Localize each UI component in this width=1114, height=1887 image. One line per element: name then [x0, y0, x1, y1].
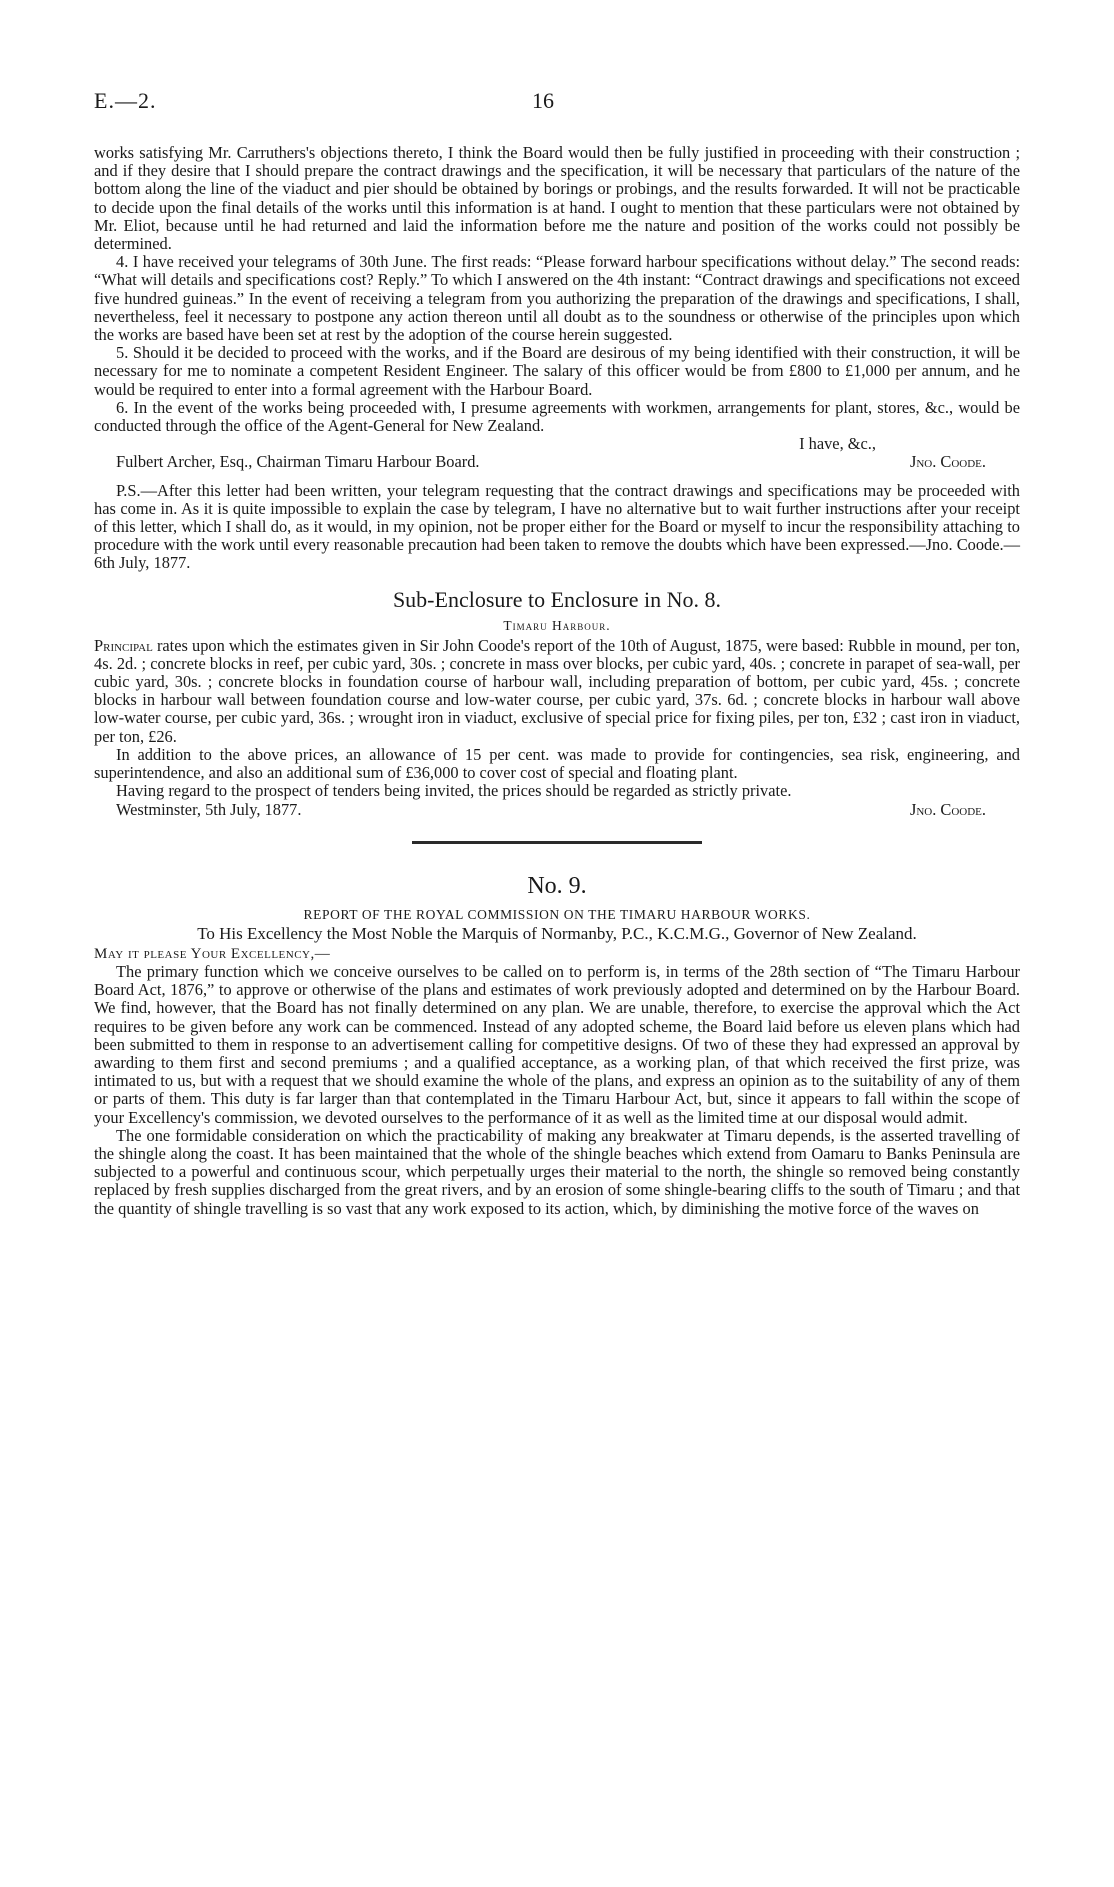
- report-paragraph-1: The primary function which we conceive ourselves to be called on to perform is, in terms of the 28th section of “The Timaru Harbour Board Act, 1876,” to approve or otherwise of the plans and estimates of work previously adopted and determined on by the Harbour Board. We find, however, that the Board has not finally determined on any plan. We are unable, therefore, to exercise the approval which the Act requires to be given before any work can be commenced. Instead of any adopted scheme, the Board laid before us eleven plans which had been submitted to them in response to an advertisement calling for competitive designs. Of two of these they had expressed an approval by awarding to them first and second premiums ; and a qualified acceptance, as a working plan, of that which received the first prize, was intimated to us, but with a request that we should examine the whole of the plans, and express an opinion as to the suitability of any of them or parts of them. This duty is far larger than that contemplated in the Timaru Harbour Act, but, since it appears to fall within the scope of your Excellency's commission, we devoted ourselves to the performance of it as well as the limited time at our disposal would admit.: [94, 961, 1020, 1127]
- sub-enclosure-signature: Jno. Coode.: [909, 799, 986, 819]
- sub-enclosure-place-date: Westminster, 5th July, 1877.: [116, 799, 302, 819]
- document-reference: E.—2.: [94, 88, 157, 113]
- sub-enclosure-subtitle: Timaru Harbour.: [503, 617, 611, 633]
- letter-closing: I have, &c.,: [799, 434, 876, 454]
- page-number: 16: [532, 88, 554, 113]
- rates-text: rates upon which the estimates given in Sir John Coode's report of the 10th of August, 1875, were based: Rubble in mound, per ton, 4s. 2d. ; concrete blocks in reef, per cubic yard, 30s. ; concrete in mass over blocks, per cubic yard, 40s. ; concrete in parapet of sea-wall, per cubic yard, 30s. ; concrete blocks in foundation course of harbour wall, including preparation of bottom, per cubic yard, 45s. ; concrete blocks in harbour wall between foundation course and low-water course, per cubic yard, 37s. 6d. ; concrete blocks in harbour wall above low-water course, per cubic yard, 36s. ; wrought iron in viaduct, exclusive of special price for fixing piles, per ton, £32 ; cast iron in viaduct, per ton, £26.: [94, 635, 1020, 746]
- letter-paragraph-5: 5. Should it be decided to proceed with the works, and if the Board are desirous of my being identified with their construction, it will be necessary for me to nominate a competent Resident Engineer. The salary of this officer would be from £800 to £1,000 per annum, and he would be required to enter into a formal agreement with the Harbour Board.: [94, 343, 1020, 399]
- report-body: [94, 963, 1020, 1218]
- tenders-paragraph: Having regard to the prospect of tenders being invited, the prices should be regarded as strictly private.: [116, 781, 792, 801]
- letter-signature-line: [94, 453, 1020, 471]
- letter-paragraph-continued: works satisfying Mr. Carruthers's objections thereto, I think the Board would then be fully justified in proceeding with their construction ; and if they desire that I should prepare the contract drawings and the specification, it will be necessary that particulars of the nature of the bottom along the line of the viaduct and pier should be obtained by borings or probings, and the results forwarded. It will not be practicable to decide upon the final details of the works until this information is at hand. I ought to mention that these particulars were not obtained by Mr. Eliot, because until he had returned and laid the information before me the nature and position of the works could not possibly be determined.: [94, 143, 1020, 254]
- letter-paragraph-4: 4. I have received your telegrams of 30th June. The first reads: “Please forward harbour specifications without delay.” The second reads: “What will details and specifications cost? Reply.” To which I answered on the 4th instant: “Contract drawings and specifications not exceed five hundred guineas.” In the event of receiving a telegram from you authorizing the preparation of the drawings and specifications, I shall, nevertheless, feel it necessary to postpone any action thereon until all doubt as to the soundness or otherwise of the principles upon which the works are based have been set at rest by the adoption of the course herein suggested.: [94, 252, 1020, 345]
- letter-signature: Jno. Coode.: [909, 452, 986, 472]
- report-paragraph-2: The one formidable consideration on which the practicability of making any breakwater at Timaru depends, is the asserted travelling of the shingle along the coast. It has been maintained that the whole of the shingle beaches which extend from Oamaru to Banks Peninsula are subjected to a powerful and continuous scour, which perpetually urges their material to the north, the shingle so removed being constantly replaced by fresh supplies discharged from the great rivers, and by an erosion of some shingle-bearing cliffs to the south of Timaru ; and that the quantity of shingle travelling is so vast that any work exposed to its action, which, by diminishing the motive force of the waves on: [94, 1125, 1020, 1218]
- letter-recipient: Fulbert Archer, Esq., Chairman Timaru Harbour Board.: [116, 452, 480, 472]
- report-address: To His Excellency the Most Noble the Marquis of Normanby, P.C., K.C.M.G., Governor of New Zealand.: [197, 923, 917, 943]
- sub-enclosure-title: Sub-Enclosure to Enclosure in No. 8.: [392, 586, 722, 612]
- report-salutation: May it please Your Excellency,—: [94, 945, 331, 962]
- report-title: REPORT OF THE ROYAL COMMISSION ON THE TIMARU HARBOUR WORKS.: [303, 906, 811, 922]
- section-number: No. 9.: [527, 872, 587, 899]
- rates-paragraph: [94, 637, 1020, 746]
- sub-enclosure-signature-line: [94, 801, 1020, 819]
- letter-closing-line: [94, 435, 1020, 453]
- letter-body: [94, 144, 1020, 573]
- section-divider: [412, 841, 702, 844]
- letter-paragraph-6: 6. In the event of the works being proceeded with, I presume agreements with workmen, arrangements for plant, stores, &c., would be conducted through the office of the Agent-General for New Zealand.: [94, 397, 1020, 436]
- allowance-paragraph: In addition to the above prices, an allowance of 15 per cent. was made to provide for contingencies, sea risk, engineering, and superintendence, and also an additional sum of £36,000 to cover cost of special and floating plant.: [94, 744, 1020, 783]
- page-header: [94, 0, 1020, 144]
- rates-lead-word: Principal: [94, 635, 153, 655]
- letter-postscript: P.S.—After this letter had been written, your telegram requesting that the contract drawings and specifications may be proceeded with has come in. As it is quite impossible to explain the case by telegram, I have no alternative but to wait further instructions after your receipt of this letter, which I shall do, as it would, in my opinion, not be proper either for the Board or myself to incur the responsibility attaching to procedure with the work until every reasonable precaution had been taken to remove the doubts which have been expressed.—Jno. Coode.—6th July, 1877.: [94, 480, 1020, 573]
- sub-enclosure-body: [94, 637, 1020, 819]
